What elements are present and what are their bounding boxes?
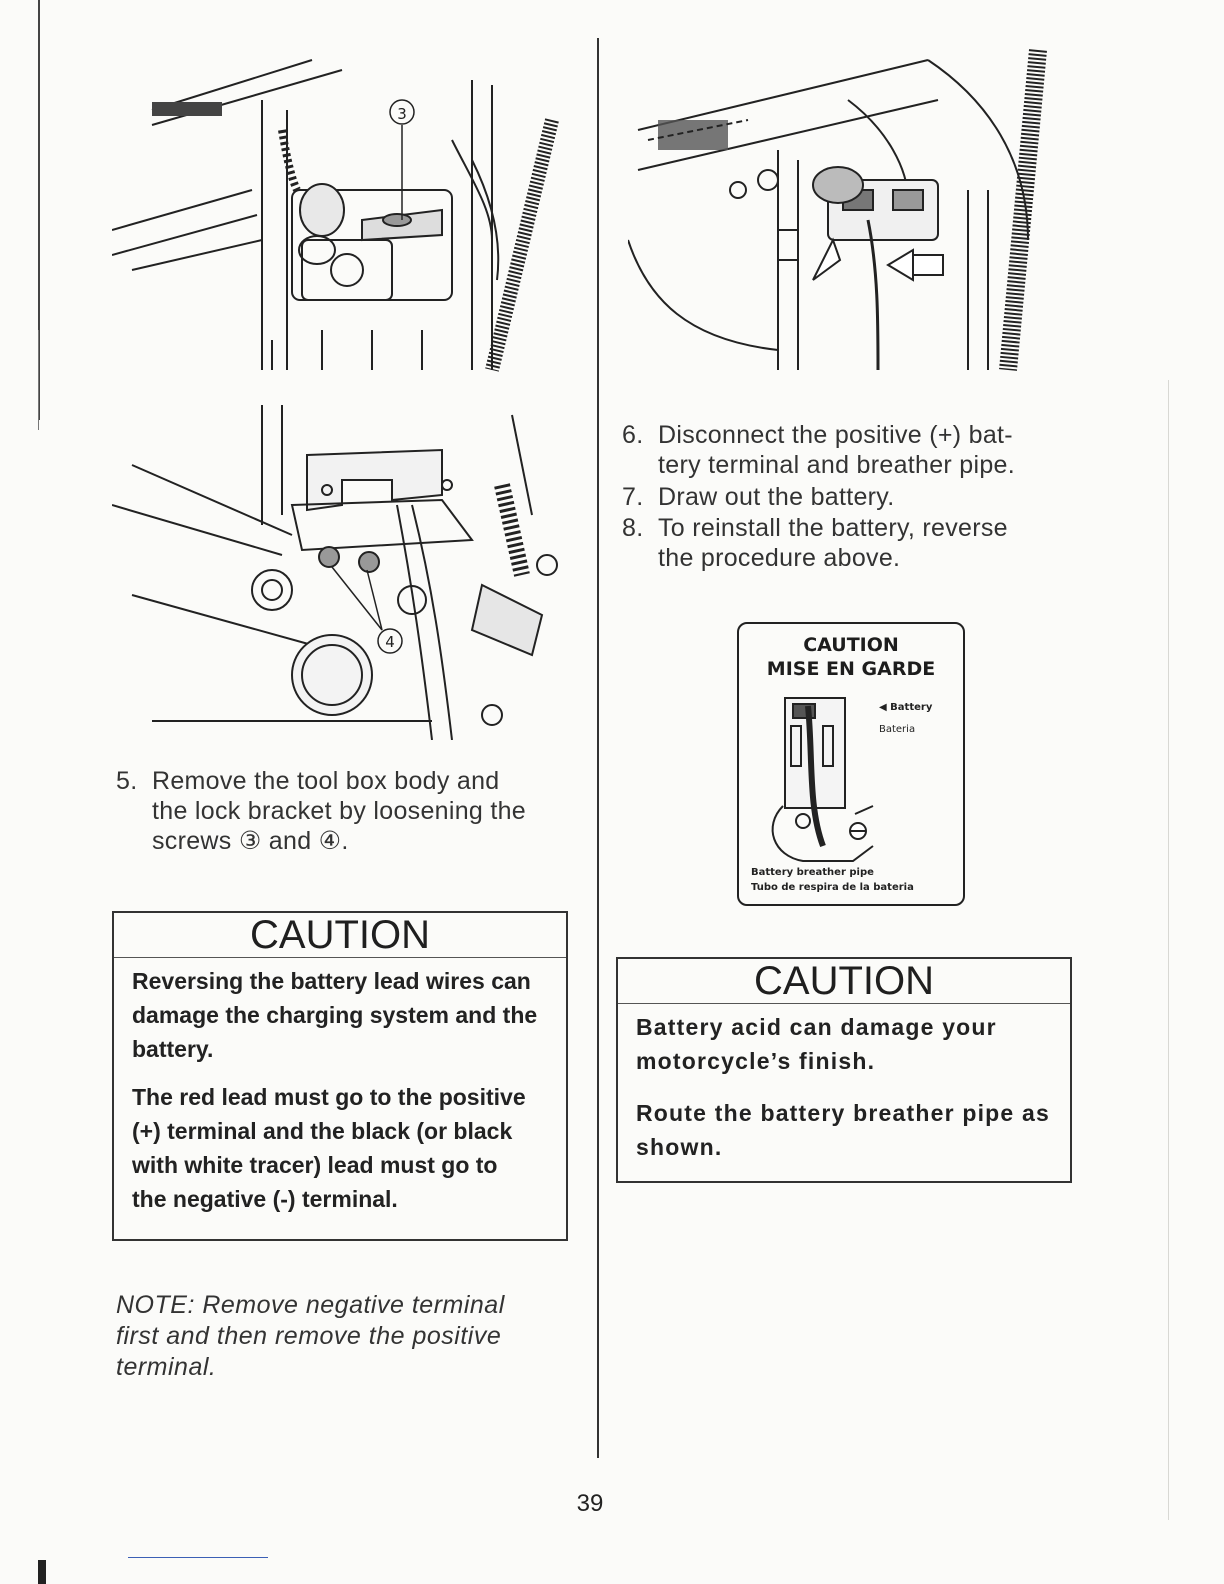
step-number: 8. xyxy=(622,514,644,542)
caution-line: the negative (-) terminal. xyxy=(132,1186,398,1212)
label-pipe-en: Battery breather pipe xyxy=(751,867,874,878)
step-text-line: To reinstall the battery, reverse xyxy=(658,514,1008,542)
corner-mark xyxy=(38,1560,46,1584)
label-battery-diagram xyxy=(763,696,916,866)
column-divider xyxy=(597,38,599,1458)
footer-rule xyxy=(128,1557,268,1558)
binding-shadow-line xyxy=(1168,380,1169,1520)
label-battery-en: ◀ Battery xyxy=(879,702,933,713)
step-text-line: Remove the tool box body and xyxy=(152,767,500,795)
label-pipe-es: Tubo de respira de la bateria xyxy=(751,882,914,893)
step-text-line: screws ③ and ④. xyxy=(152,827,349,855)
caution-paragraph xyxy=(132,964,550,1066)
caution-box-lead-wires xyxy=(112,911,568,1241)
callout-3: 3 xyxy=(397,105,407,123)
page-edge-line-lower xyxy=(38,330,39,430)
caution-body xyxy=(618,1004,1070,1164)
label-title-en: CAUTION xyxy=(803,634,899,656)
caution-line: shown. xyxy=(636,1134,723,1160)
illustration-lock-bracket xyxy=(112,405,582,740)
note-line: first and then remove the positive xyxy=(116,1322,502,1350)
caution-title: CAUTION xyxy=(618,959,1070,1004)
caution-line: (+) terminal and the black (or black xyxy=(132,1118,513,1144)
caution-line: with white tracer) lead must go to xyxy=(132,1152,498,1178)
step-text-line: Draw out the battery. xyxy=(658,483,895,511)
caution-line: battery. xyxy=(132,1036,214,1062)
caution-body xyxy=(114,958,566,1216)
caution-paragraph xyxy=(132,1080,550,1216)
caution-paragraph xyxy=(636,1096,1054,1164)
page-number: 39 xyxy=(576,1490,604,1517)
step-number: 7. xyxy=(622,483,644,511)
label-battery-es: Bateria xyxy=(879,724,916,735)
illustration-tool-box-screws xyxy=(112,40,582,380)
caution-line: Battery acid can damage your xyxy=(636,1014,997,1040)
callout-4: 4 xyxy=(385,633,395,651)
battery-warning-label xyxy=(737,622,965,906)
note-line: NOTE: Remove negative terminal xyxy=(116,1291,505,1319)
caution-paragraph xyxy=(636,1010,1054,1078)
caution-box-battery-acid xyxy=(616,957,1072,1183)
step-text-line: tery terminal and breather pipe. xyxy=(658,451,1016,479)
note-terminal-order xyxy=(116,1290,576,1383)
caution-line: damage the charging system and the xyxy=(132,1002,538,1028)
step-text-line: the procedure above. xyxy=(658,544,901,572)
caution-line: motorcycle’s finish. xyxy=(636,1048,876,1074)
step-text-line: Disconnect the positive (+) bat- xyxy=(658,421,1013,449)
note-line: terminal. xyxy=(116,1353,217,1381)
step-number: 6. xyxy=(622,421,644,449)
caution-line: Reversing the battery lead wires can xyxy=(132,968,531,994)
illustration-battery-terminal xyxy=(628,40,1068,375)
caution-title: CAUTION xyxy=(114,913,566,958)
label-title-fr: MISE EN GARDE xyxy=(766,658,936,680)
caution-line: Route the battery breather pipe as xyxy=(636,1100,1050,1126)
step-text-line: the lock bracket by loosening the xyxy=(152,797,527,825)
caution-line: The red lead must go to the positive xyxy=(132,1084,526,1110)
step-number: 5. xyxy=(116,767,138,795)
